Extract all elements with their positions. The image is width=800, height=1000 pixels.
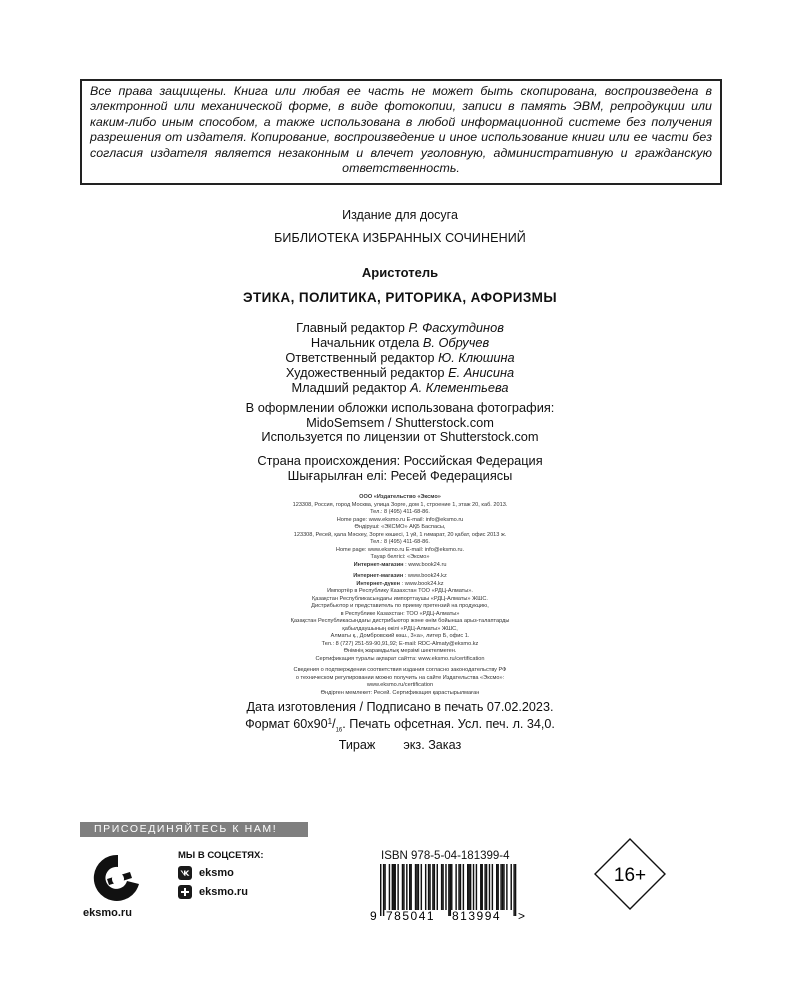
validity-line: Өнімнің жарамдылық мерзімі шектелмеген. <box>343 648 457 654</box>
barcode-bar <box>492 864 493 910</box>
barcode-bar <box>402 864 403 910</box>
barcode-bar <box>496 864 497 910</box>
print-info <box>0 700 800 753</box>
staff-role: Художественный редактор <box>285 365 445 380</box>
photo-credit-line: Используется по лицензии от Shutterstock.com <box>261 429 539 444</box>
barcode-bar <box>432 864 433 910</box>
barcode-bar <box>395 864 396 910</box>
staff-line <box>0 380 800 395</box>
social-title: МЫ В СОЦСЕТЯХ: <box>178 850 264 861</box>
barcode-bar <box>397 864 398 910</box>
barcode-bar <box>489 864 490 910</box>
staff-name: А. Клементьева <box>410 380 509 395</box>
isbn-number: ISBN 978-5-04-181399-4 <box>381 850 510 862</box>
barcode-bar <box>470 864 471 910</box>
barcode-bar <box>506 864 507 910</box>
distributor-kz-line: Қазақстан Республикасындағы дистрибьютор және өнім бойынша арыз-талаптарды <box>290 618 510 624</box>
format-line: Формат $60x90^1/_{16}$. Печать офсетная. Усл. печ. л. 34,0. <box>245 716 555 734</box>
barcode-bar <box>500 864 501 910</box>
publisher-kz-web: Home page: www.eksmo.ru E-mail: info@eksmo.ru. <box>335 546 465 553</box>
site-label: eksmo.ru <box>199 886 248 898</box>
photo-credit-line: В оформлении обложки использована фотография: <box>245 400 555 415</box>
publisher-phone: Тел.: 8 (495) 411-68-86. <box>370 509 430 515</box>
importer-line: Импортёр в Республику Казахстан ТОО «РДЦ-Алматы». <box>327 588 473 594</box>
isbn-barcode <box>368 864 528 922</box>
shop-kz2-line: Интернет-дүкен : www.book24.kz <box>356 580 444 587</box>
staff-name: В. Обручев <box>422 335 490 350</box>
print-date-line: Дата изготовления / Подписано в печать 07.02.2023. <box>246 700 554 714</box>
social-vk-link[interactable] <box>178 866 234 880</box>
country-of-origin <box>0 454 800 483</box>
almaty-address: Алматы қ., Домбровский көш., 3«а», литер Б, офис 1. <box>330 633 470 639</box>
conformity-line: о техническом регулировании можно получить на сайте Издательства «Эксмо»: <box>295 674 505 681</box>
barcode-first-digit: 9 <box>370 909 377 922</box>
barcode-bar <box>434 864 435 910</box>
origin-line: Страна происхождения: Российская Федерация <box>257 453 543 468</box>
distributor-kz-line: қабылдаушының өкілі «РДЦ-Алматы» ЖШС, <box>342 625 458 632</box>
join-us-banner: ПРИСОЕДИНЯЙТЕСЬ К НАМ! <box>80 822 308 837</box>
staff-role: Начальник отдела <box>310 335 420 350</box>
barcode-bar <box>484 864 485 910</box>
brand-site-link[interactable]: eksmo.ru <box>83 907 132 919</box>
staff-line <box>0 320 800 335</box>
barcode-bar <box>421 864 422 910</box>
staff-name: Р. Фасхутдинов <box>408 320 504 335</box>
barcode-bar <box>380 864 381 916</box>
importer-kz-line: Қазақстан Республикасындағы импорттаушы «РДЦ-Алматы» ЖШС. <box>312 595 488 602</box>
conformity-line: www.eksmo.ru/certification <box>366 682 434 688</box>
almaty-phone: Тел.: 8 (727) 251-59-90,91,92; E-mail: RDC-Almaty@eksmo.kz <box>321 640 479 647</box>
barcode-bar <box>392 864 393 910</box>
barcode-bar <box>476 864 477 910</box>
book-title: ЭТИКА, ПОЛИТИКА, РИТОРИКА, АФОРИЗМЫ <box>243 290 557 305</box>
barcode-bar <box>410 864 411 910</box>
barcode-right-digits: 813994 <box>452 909 502 922</box>
barcode-bar <box>418 864 419 910</box>
barcode-bar <box>383 864 384 916</box>
barcode-bar <box>445 864 446 910</box>
barcode-bar <box>455 864 456 910</box>
barcode-bar <box>468 864 469 910</box>
publisher-address: 123308, Россия, город Москва, улица Зорге, дом 1, строение 1, этаж 20, каб. 2013. <box>292 501 508 508</box>
rights-notice-text: Все права защищены. Книга или любая ее часть не может быть скопирована, воспроизведена в электронной или механической форме, в виде фотокопии, записи в память ЭВМ, репродукции или каким-либо иным способом, а также использована в любой информационной системе без получения разрешения от издателя. Копирование, воспроизведение и иное использование книги или ее части без согласия издателя является незаконным и влечет уголовную, административную и гражданскую ответственность. <box>90 84 712 176</box>
made-in-line: Өндірген мемлекет: Ресей. Сертификация қарастырылмаған <box>320 689 480 696</box>
edition-type: Издание для досуга <box>342 208 458 222</box>
barcode-bar <box>441 864 442 910</box>
barcode-bar <box>480 864 481 910</box>
social-site-link[interactable] <box>178 885 248 899</box>
barcode-bar <box>486 864 487 910</box>
distributor-line: в Республике Казахстан: ТОО «РДЦ-Алматы» <box>340 610 460 617</box>
author-name: Аристотель <box>361 265 439 280</box>
publisher-imprint <box>0 494 800 697</box>
staff-line <box>0 365 800 380</box>
barcode-bar <box>448 864 449 916</box>
barcode-bar <box>384 864 385 910</box>
barcode-bar <box>428 864 429 910</box>
barcode-bar <box>393 864 394 910</box>
barcode-bar <box>473 864 474 910</box>
barcode-bar <box>497 864 498 910</box>
barcode-left-digits: 785041 <box>386 909 436 922</box>
staff-line <box>0 335 800 350</box>
publisher-trademark: Тауар белгісі: «Эксмо» <box>370 554 430 560</box>
barcode-bar <box>415 864 416 910</box>
plus-icon <box>178 885 192 899</box>
age-rating-badge <box>594 838 666 910</box>
barcode-bar <box>511 864 512 910</box>
barcode-mark: > <box>518 909 526 922</box>
cover-photo-credit <box>0 401 800 445</box>
series-title: БИБЛИОТЕКА ИЗБРАННЫХ СОЧИНЕНИЙ <box>274 231 526 245</box>
publisher-kz-name: Өндіруші: «ЭКСМО» АҚБ Баспасы, <box>354 524 446 530</box>
publisher-kz-phone: Тел.: 8 (495) 411-68-86. <box>370 539 430 545</box>
editorial-staff <box>0 320 800 395</box>
barcode-bar <box>503 864 504 910</box>
barcode-bar <box>409 864 410 910</box>
shop-kz-line: Интернет-магазин : www.book24.kz <box>353 573 447 579</box>
barcode-bar <box>513 864 514 916</box>
barcode-bar <box>437 864 438 910</box>
staff-name: Ю. Клюшина <box>438 350 515 365</box>
publisher-web: Home page: www.eksmo.ru E-mail: info@eksmo.ru <box>336 516 464 523</box>
staff-line <box>0 350 800 365</box>
print-run-line: Тираж экз. Заказ <box>338 738 462 753</box>
staff-role: Главный редактор <box>296 320 405 335</box>
barcode-bar <box>416 864 417 910</box>
barcode-bar <box>467 864 468 910</box>
certification-line: Сертификация туралы ақпарат сайтта: www.eksmo.ru/certification <box>315 655 485 662</box>
staff-role: Младший редактор <box>291 380 407 395</box>
shop-line: Интернет-магазин : www.book24.ru <box>353 561 447 568</box>
origin-line: Шығарылған елі: Ресей Федерациясы <box>287 467 513 483</box>
barcode-bar <box>502 864 503 910</box>
vk-label: eksmo <box>199 867 234 879</box>
vk-icon <box>178 866 192 880</box>
barcode-bar <box>389 864 390 910</box>
barcode-bar <box>460 864 461 910</box>
publisher-kz-address: 123308, Ресей, қала Мәскеу, Зорге көшесі, 1 үй, 1 ғимарат, 20 қабат, офис 2013 ж. <box>293 531 507 538</box>
staff-role: Ответственный редактор <box>285 350 435 365</box>
barcode-bar <box>515 864 516 916</box>
photo-credit-line: MidoSemsem / Shutterstock.com <box>306 414 494 430</box>
distributor-line: Дистрибьютор и представитель по приему претензий на продукцию, <box>311 603 489 609</box>
barcode-bar <box>406 864 407 910</box>
barcode-bar <box>425 864 426 910</box>
publisher-name: ООО «Издательство «Эксмо» <box>359 494 441 500</box>
barcode-bar <box>442 864 443 910</box>
barcode-bar <box>450 864 451 916</box>
barcode-bar <box>451 864 452 910</box>
conformity-line: Сведения о подтверждении соответствия издания согласно законодательству РФ <box>293 667 507 673</box>
age-rating-text: 16+ <box>613 865 647 886</box>
barcode-bar <box>458 864 459 910</box>
barcode-bar <box>463 864 464 910</box>
barcode-bar <box>429 864 430 910</box>
eksmo-logo-icon <box>90 850 146 906</box>
barcode-bar <box>482 864 483 910</box>
staff-name: Е. Анисина <box>448 365 515 380</box>
rights-notice-box <box>80 79 722 185</box>
barcode-bar <box>403 864 404 910</box>
